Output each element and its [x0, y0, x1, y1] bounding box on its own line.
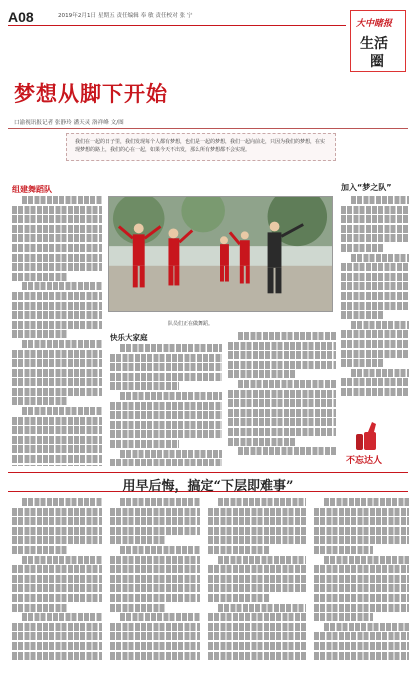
section-flag [350, 10, 406, 72]
middle-right-column-body [228, 332, 336, 466]
header-rule [8, 25, 346, 26]
lower-article-title: 用早后悔，搞定“下层即难事” [122, 479, 294, 494]
flag-brand: 大中睹报 [356, 19, 393, 29]
intro-text: 我们在一起的日子里，我们发现每个人都有梦想，也们是一起的梦想，我们一起向前走，只因为我们的梦想，在实现梦想的路上，我们的心在一起，如果今天不出发，那么所有梦想都不会实现。 [75, 139, 326, 153]
flag-title-line-2: 圈 [370, 54, 384, 70]
left-column-body [12, 196, 102, 466]
left-column-title: 组建舞蹈队 [12, 185, 52, 194]
bottom-column-3 [208, 498, 306, 668]
byline: 口渝视讯报记者 张静玲 潘天灵 洛祥峰 文/图 [14, 120, 124, 126]
page-number: A08 [8, 9, 34, 25]
bottom-column-2 [110, 498, 200, 668]
lower-article-banner [8, 472, 408, 492]
photo-caption: 队员们正在做舞蹈。 [168, 321, 214, 327]
bottom-column-1 [12, 498, 102, 668]
headline-rule [8, 128, 408, 129]
middle-column-body [110, 344, 222, 466]
talent-badge [334, 420, 414, 468]
flag-title-line-1: 生活 [360, 36, 388, 52]
badge-text: 不忘达人 [346, 456, 383, 466]
dancers-photo-illustration [109, 197, 332, 311]
right-column-title: 加入“梦之队” [341, 183, 392, 192]
date-line: 2019年2月1日 星期五 责任编辑 奉 敏 责任校对 张 宁 [58, 13, 193, 19]
article-photo [108, 196, 333, 312]
headline: 梦想从脚下开始 [14, 81, 168, 106]
middle-column-title: 快乐大家庭 [110, 333, 148, 342]
right-column-body [341, 196, 409, 414]
bottom-column-4 [314, 498, 409, 668]
intro-box [66, 133, 336, 161]
